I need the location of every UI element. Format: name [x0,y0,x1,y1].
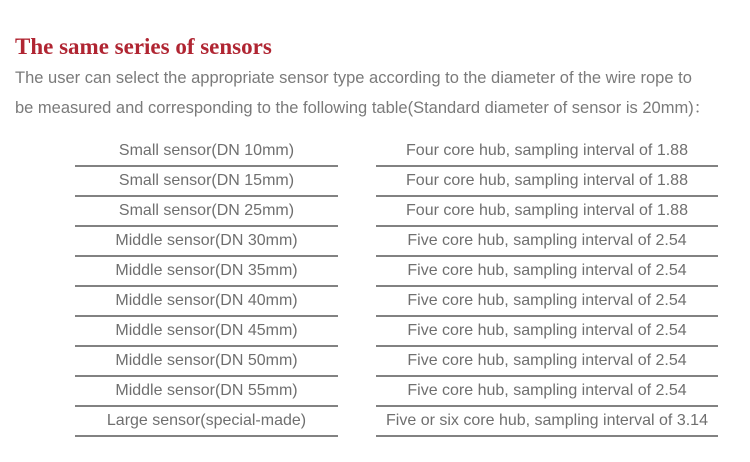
intro-paragraph [15,63,710,123]
intro-line-2: be measured and corresponding to the following table(Standard diameter of sensor is 20mm)： [15,99,711,117]
hub-spec-cell: Four core hub, sampling interval of 1.88 [376,137,718,167]
sensor-table [0,137,750,437]
sensor-type-cell: Middle sensor(DN 50mm) [75,347,338,377]
table-row [0,227,750,257]
hub-spec-cell: Four core hub, sampling interval of 1.88 [376,167,718,197]
hub-spec-cell: Four core hub, sampling interval of 1.88 [376,197,718,227]
table-row [0,347,750,377]
table-row [0,167,750,197]
hub-spec-cell: Five core hub, sampling interval of 2.54 [376,347,718,377]
table-row [0,257,750,287]
table-row [0,317,750,347]
hub-spec-cell: Five or six core hub, sampling interval of 3.14 [376,407,718,437]
sensor-type-cell: Middle sensor(DN 45mm) [75,317,338,347]
table-row [0,137,750,167]
sensor-type-cell: Large sensor(special-made) [75,407,338,437]
sensor-type-cell: Middle sensor(DN 30mm) [75,227,338,257]
table-row [0,377,750,407]
sensor-type-cell: Small sensor(DN 25mm) [75,197,338,227]
page-title: The same series of sensors [15,34,272,59]
sensor-type-cell: Small sensor(DN 10mm) [75,137,338,167]
sensor-type-cell: Middle sensor(DN 35mm) [75,257,338,287]
hub-spec-cell: Five core hub, sampling interval of 2.54 [376,227,718,257]
table-row [0,287,750,317]
intro-line-1: The user can select the appropriate sensor type according to the diameter of the wire rope to [15,69,692,87]
table-row [0,407,750,437]
table-row [0,197,750,227]
hub-spec-cell: Five core hub, sampling interval of 2.54 [376,287,718,317]
sensor-type-cell: Middle sensor(DN 55mm) [75,377,338,407]
hub-spec-cell: Five core hub, sampling interval of 2.54 [376,377,718,407]
hub-spec-cell: Five core hub, sampling interval of 2.54 [376,317,718,347]
sensor-type-cell: Small sensor(DN 15mm) [75,167,338,197]
sensor-type-cell: Middle sensor(DN 40mm) [75,287,338,317]
hub-spec-cell: Five core hub, sampling interval of 2.54 [376,257,718,287]
